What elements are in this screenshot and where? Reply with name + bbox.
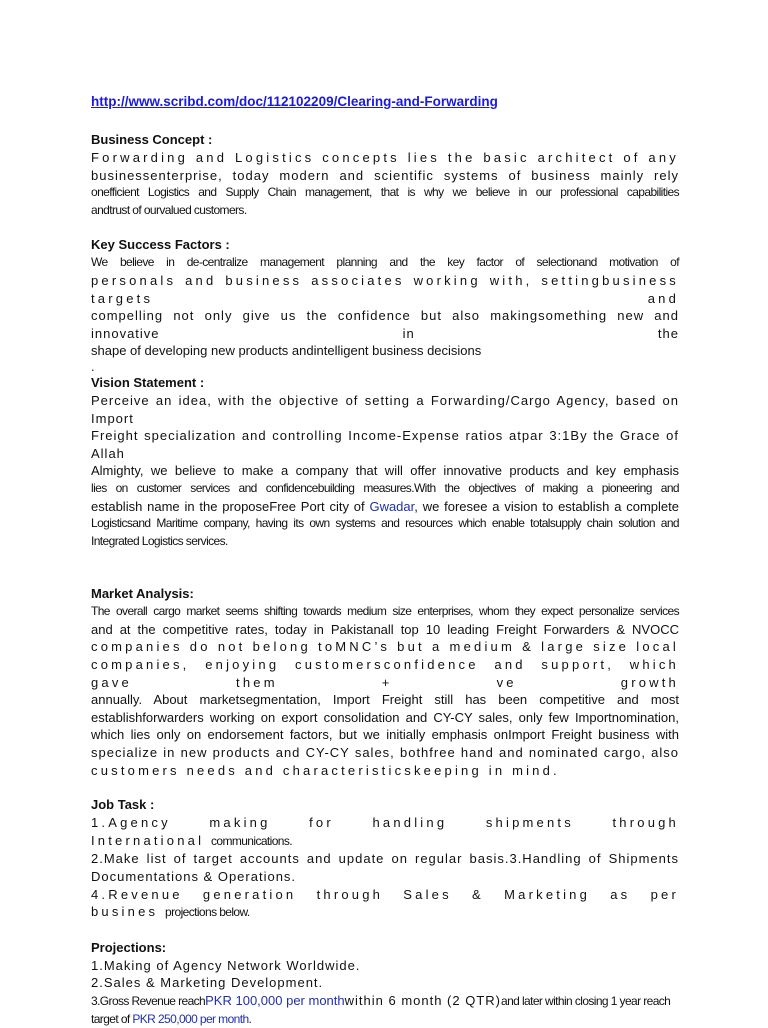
job-text: International	[91, 832, 211, 848]
revenue-highlight: PKR 250,000 per month	[132, 1011, 249, 1026]
business-concept-heading: Business Concept :	[91, 132, 213, 147]
paragraph-line	[91, 903, 679, 922]
business-concept-section	[91, 131, 679, 219]
paragraph-line: annually. About marketsegmentation, Import Freight still has been competitive and most	[91, 692, 679, 708]
paragraph-line: lies on customer services and confidencebuilding measures.With the objectives of making a pioneering and	[91, 480, 679, 495]
paragraph-line: which lies only on endorsement factors, but we initially emphasis onImport Freight business with	[91, 727, 679, 743]
paragraph-line: 2.Make list of target accounts and update on regular basis.3.Handling of Shipments	[91, 851, 679, 867]
projection-text: 3.Gross Revenue reach	[91, 993, 206, 1008]
paragraph-dot: .	[91, 358, 95, 374]
projections-heading: Projections:	[91, 939, 167, 955]
paragraph-line: andtrust of ourvalued customers.	[91, 202, 247, 217]
paragraph-line: We believe in de-centralize management planning and the key factor of selectionand motivation of	[91, 255, 679, 270]
market-analysis-section	[91, 585, 679, 779]
projection-item	[91, 1011, 679, 1028]
projection-item	[91, 992, 679, 1011]
projections-section	[91, 939, 679, 1028]
source-link[interactable]: http://www.scribd.com/doc/112102209/Clearing-and-Forwarding	[91, 94, 498, 109]
paragraph-line: companies do not belong toMNC’s but a medium & large size local	[91, 639, 679, 655]
paragraph-line: and at the competitive rates, today in Pakistanall top 10 leading Freight Forwarders & NVOCC	[91, 621, 679, 637]
projection-text: .	[248, 1011, 252, 1026]
projection-item: 1.Making of Agency Network Worldwide.	[91, 957, 361, 973]
paragraph-line: onefficient Logistics and Supply Chain management, that is why we believe in our professional capabilities	[91, 185, 679, 200]
paragraph-line: 4.Revenue generation through Sales & Marketing as per	[91, 886, 679, 902]
paragraph-line: Freight specialization and controlling Income-Expense ratios atpar 3:1By the Grace of Allah	[91, 428, 679, 461]
revenue-highlight: PKR 100,000 per month	[205, 992, 345, 1008]
job-text: busines	[91, 904, 166, 920]
paragraph-line: establishforwarders working on export consolidation and CY-CY sales, only few Importnomination,	[91, 709, 679, 725]
paragraph-line: 1.Agency making for handling shipments through	[91, 815, 679, 831]
paragraph-line: Forwarding and Logistics concepts lies the basic architect of any	[91, 150, 679, 165]
job-task-heading: Job Task :	[91, 797, 155, 813]
vision-text: , we foresee a vision to establish a complete	[414, 498, 679, 514]
job-task-section	[91, 796, 679, 922]
key-success-section	[91, 236, 679, 374]
paragraph-line: personals and business associates working with, settingbusiness targets and	[91, 272, 679, 306]
paragraph-line: Almighty, we believe to make a company that will offer innovative products and key emphasis	[91, 463, 679, 479]
paragraph-line: Perceive an idea, with the objective of setting a Forwarding/Cargo Agency, based on Import	[91, 392, 679, 426]
job-text: projections below.	[165, 905, 250, 920]
paragraph-line: specialize in new products and CY-CY sales, bothfree hand and nominated cargo, also	[91, 745, 679, 761]
vision-heading: Vision Statement :	[91, 374, 205, 390]
projection-text: target of	[91, 1011, 133, 1026]
paragraph-line: compelling not only give us the confidence but also makingsomething new and innovative in the	[91, 308, 679, 341]
key-success-heading: Key Success Factors :	[91, 237, 230, 253]
vision-section	[91, 374, 679, 550]
projection-text: and later within closing 1 year reach	[501, 993, 671, 1008]
paragraph-line: The overall cargo market seems shifting towards medium size enterprises, whom they expect personalize services	[91, 604, 679, 619]
job-text: communications.	[210, 833, 293, 848]
paragraph-line	[91, 498, 679, 516]
paragraph-line	[91, 832, 679, 851]
paragraph-line: businessenterprise, today modern and scientific systems of business mainly rely	[91, 167, 679, 183]
projection-item: 2.Sales & Marketing Development.	[91, 975, 324, 991]
paragraph-line: Documentations & Operations.	[91, 869, 297, 884]
paragraph-line: customers needs and characteristicskeeping in mind.	[91, 762, 560, 778]
market-analysis-heading: Market Analysis:	[91, 586, 194, 602]
projection-text: within 6 month (2 QTR)	[344, 992, 501, 1008]
paragraph-line: Logisticsand Maritime company, having its own systems and resources which enable totalsupply chain solution and	[91, 516, 679, 531]
paragraph-line: Integrated Logistics services.	[91, 533, 228, 548]
paragraph-line: shape of developing new products andintelligent business decisions	[91, 343, 482, 359]
gwadar-link[interactable]: Gwadar	[369, 498, 415, 514]
paragraph-line: companies, enjoying customersconfidence and support, which gave them + ve growth	[91, 657, 679, 690]
vision-text: establish name in the proposeFree Port city of	[91, 498, 370, 514]
